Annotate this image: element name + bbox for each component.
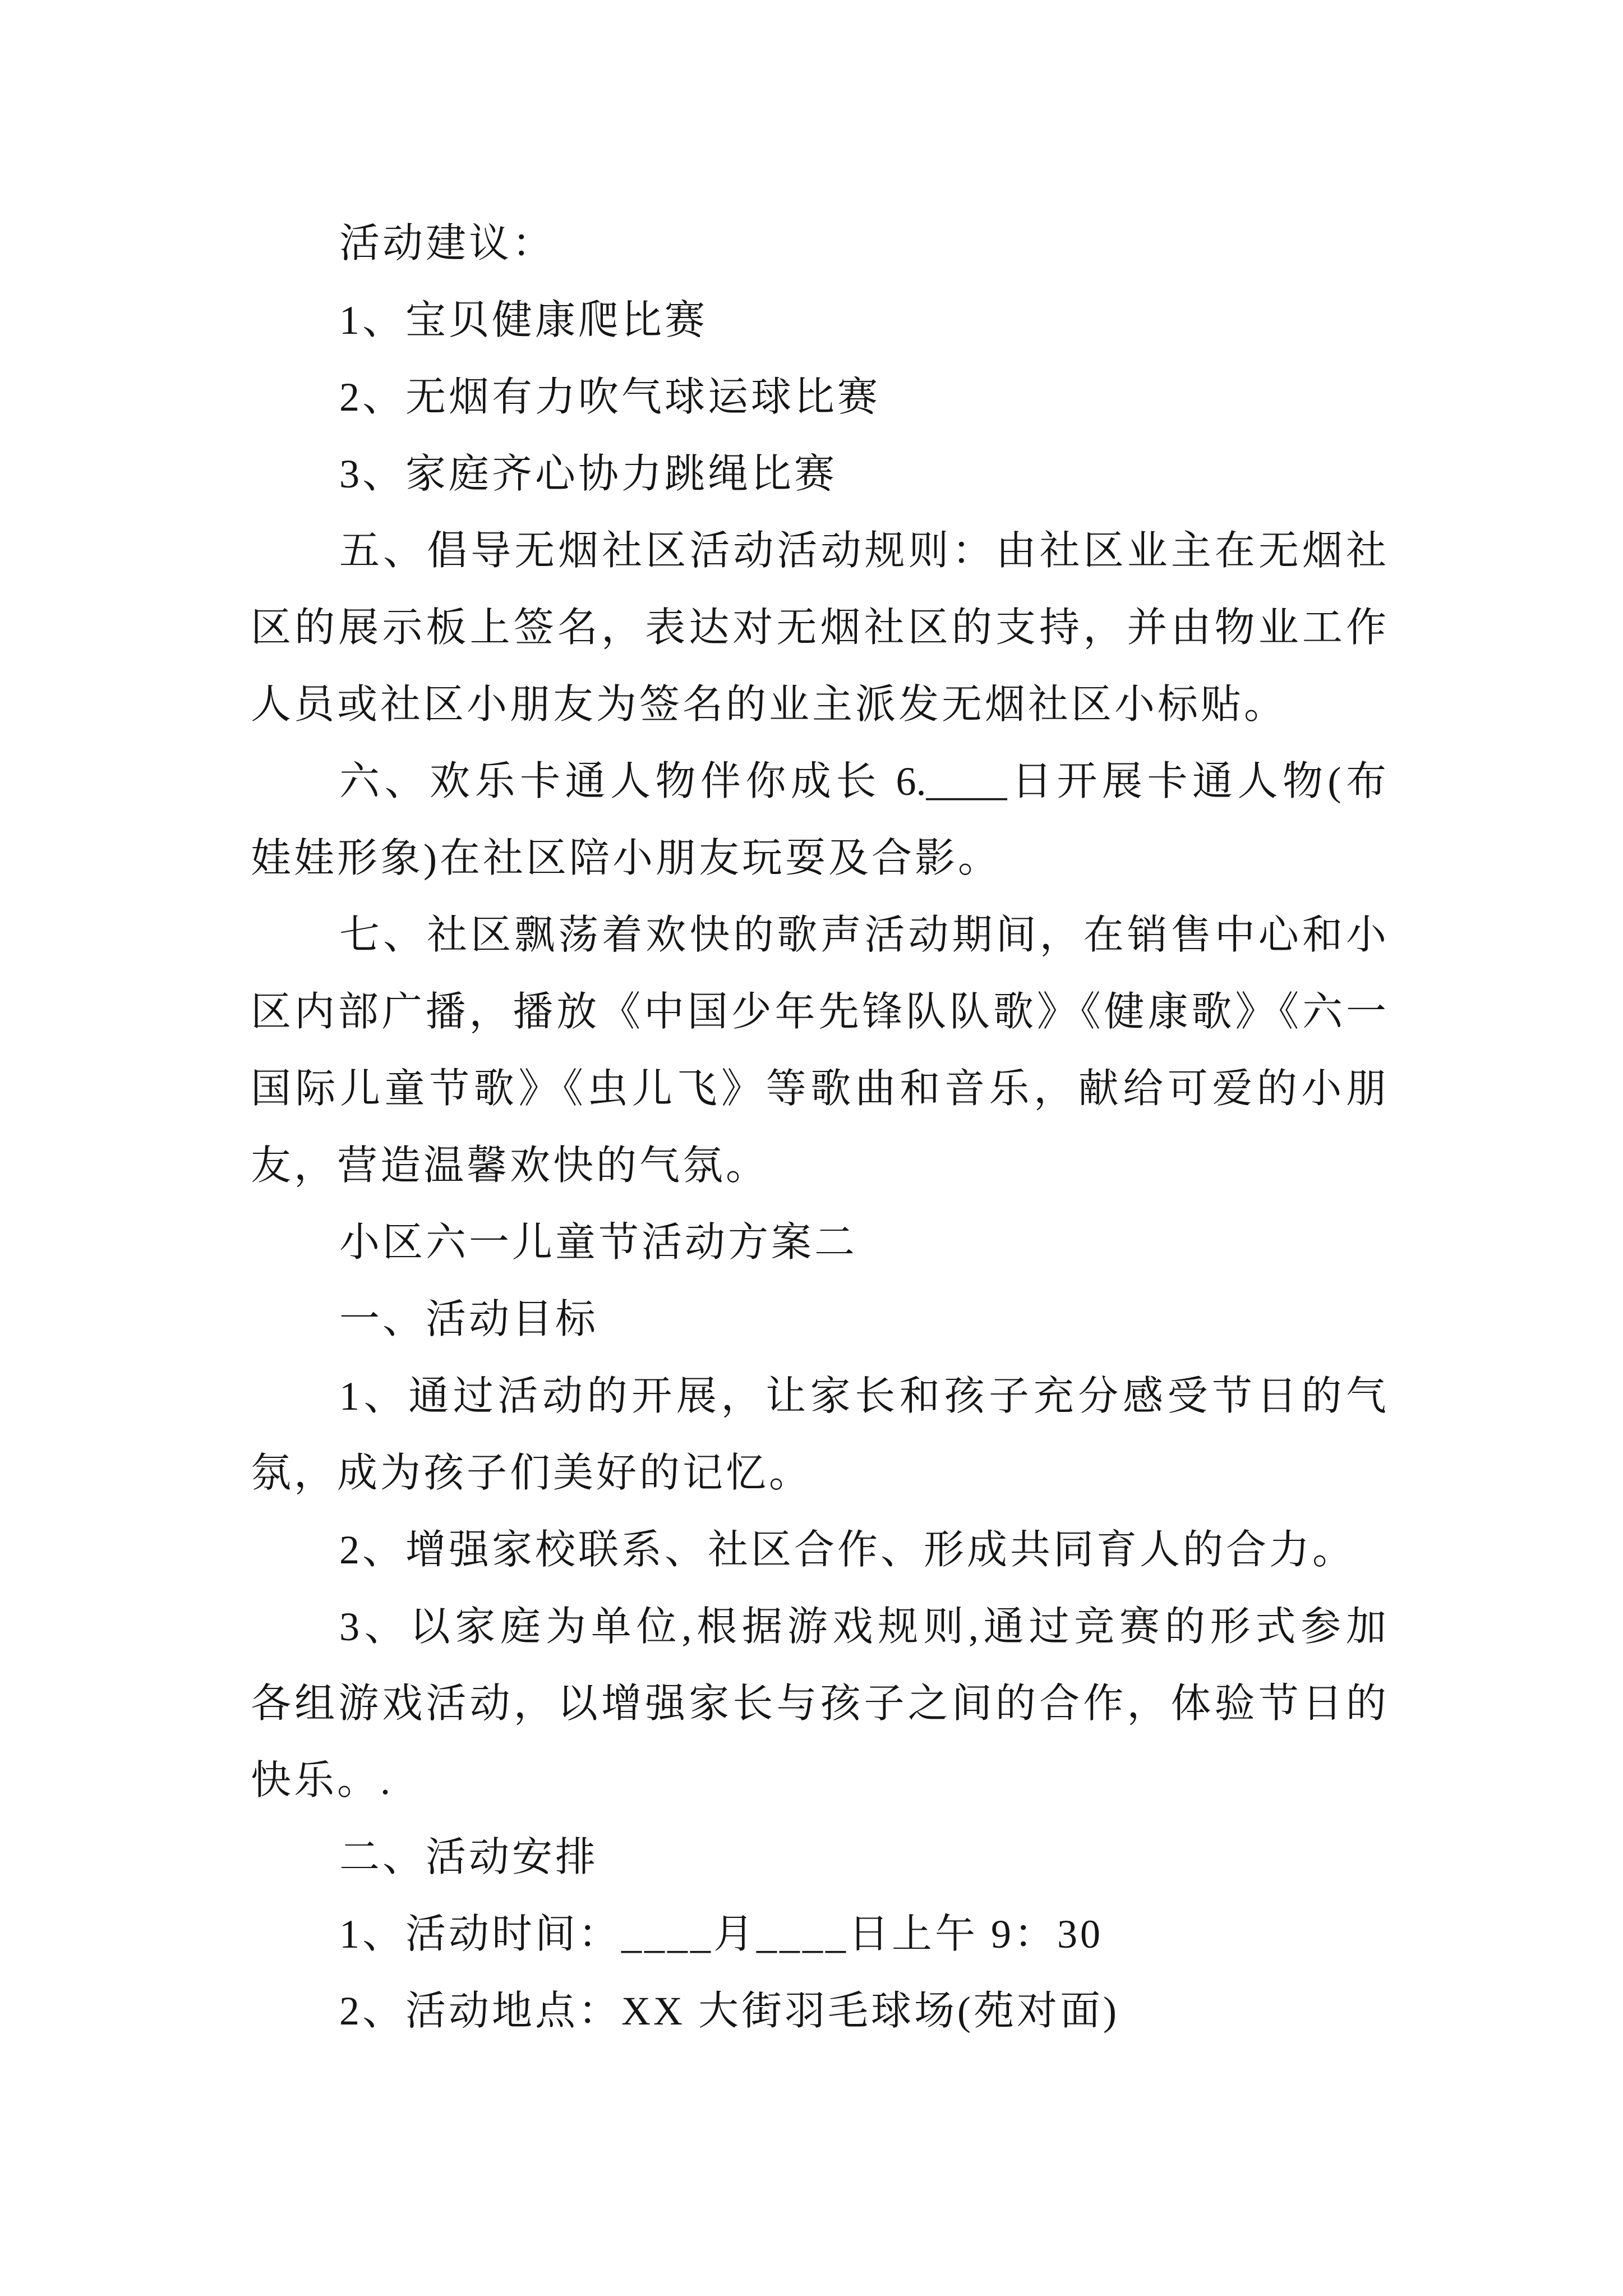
text-line: 快乐。. xyxy=(251,1758,394,1803)
text-line: 区的展示板上签名，表达对无烟社区的支持，并由物业工作 xyxy=(251,605,1386,650)
paragraph-activity-location xyxy=(251,1973,1386,2050)
text-line: 各组游戏活动，以增强家长与孩子之间的合作，体验节日的 xyxy=(251,1681,1386,1726)
text-line: 3、家庭齐心协力跳绳比赛 xyxy=(339,452,838,496)
paragraph-goals-heading xyxy=(251,1281,1386,1358)
text-line: 区内部广播，播放《中国少年先锋队队歌》《健康歌》《六一 xyxy=(251,990,1386,1034)
text-line: 二、活动安排 xyxy=(339,1835,599,1880)
paragraph-goal-two xyxy=(251,1512,1386,1589)
text-line: 2、增强家校联系、社区合作、形成共同育人的合力。 xyxy=(339,1527,1356,1572)
paragraph-section-seven xyxy=(251,897,1386,1204)
text-line: 1、宝贝健康爬比赛 xyxy=(339,298,708,343)
text-line: 友，营造温馨欢快的气氛。 xyxy=(251,1143,769,1188)
paragraph-activity-suggestions xyxy=(251,205,1386,282)
paragraph-item xyxy=(251,359,1386,436)
paragraph-goal-three xyxy=(251,1589,1386,1819)
paragraph-plan-two-heading xyxy=(251,1204,1386,1281)
paragraph-section-six xyxy=(251,743,1386,897)
text-line: 七、社区飘荡着欢快的歌声活动期间，在销售中心和小 xyxy=(339,913,1386,958)
document-body xyxy=(251,205,1386,2050)
text-line: 小区六一儿童节活动方案二 xyxy=(339,1220,858,1265)
text-line: 娃娃形象)在社区陪小朋友玩耍及合影。 xyxy=(251,836,1001,881)
text-line: 五、倡导无烟社区活动活动规则：由社区业主在无烟社 xyxy=(339,528,1386,573)
paragraph-goal-one xyxy=(251,1358,1386,1512)
paragraph-item xyxy=(251,436,1386,513)
text-line: 六、欢乐卡通人物伴你成长 6.____日开展卡通人物(布 xyxy=(339,759,1386,804)
text-line: 一、活动目标 xyxy=(339,1297,599,1342)
text-line: 活动建议： xyxy=(339,221,556,266)
text-line: 2、无烟有力吹气球运球比赛 xyxy=(339,375,881,420)
paragraph-arrangement-heading xyxy=(251,1819,1386,1896)
paragraph-item xyxy=(251,282,1386,359)
text-line: 氛，成为孩子们美好的记忆。 xyxy=(251,1451,813,1496)
text-line: 人员或社区小朋友为签名的业主派发无烟社区小标贴。 xyxy=(251,682,1288,727)
text-line: 国际儿童节歌》《虫儿飞》等歌曲和音乐，献给可爱的小朋 xyxy=(251,1066,1386,1111)
text-line: 1、活动时间：____月____日上午 9：30 xyxy=(339,1912,1104,1957)
paragraph-section-five xyxy=(251,513,1386,743)
text-line: 2、活动地点：XX 大街羽毛球场(苑对面) xyxy=(339,1989,1119,2033)
paragraph-activity-time xyxy=(251,1896,1386,1973)
text-line: 3、以家庭为单位,根据游戏规则,通过竞赛的形式参加 xyxy=(339,1604,1386,1649)
text-line: 1、通过活动的开展，让家长和孩子充分感受节日的气 xyxy=(339,1374,1386,1419)
